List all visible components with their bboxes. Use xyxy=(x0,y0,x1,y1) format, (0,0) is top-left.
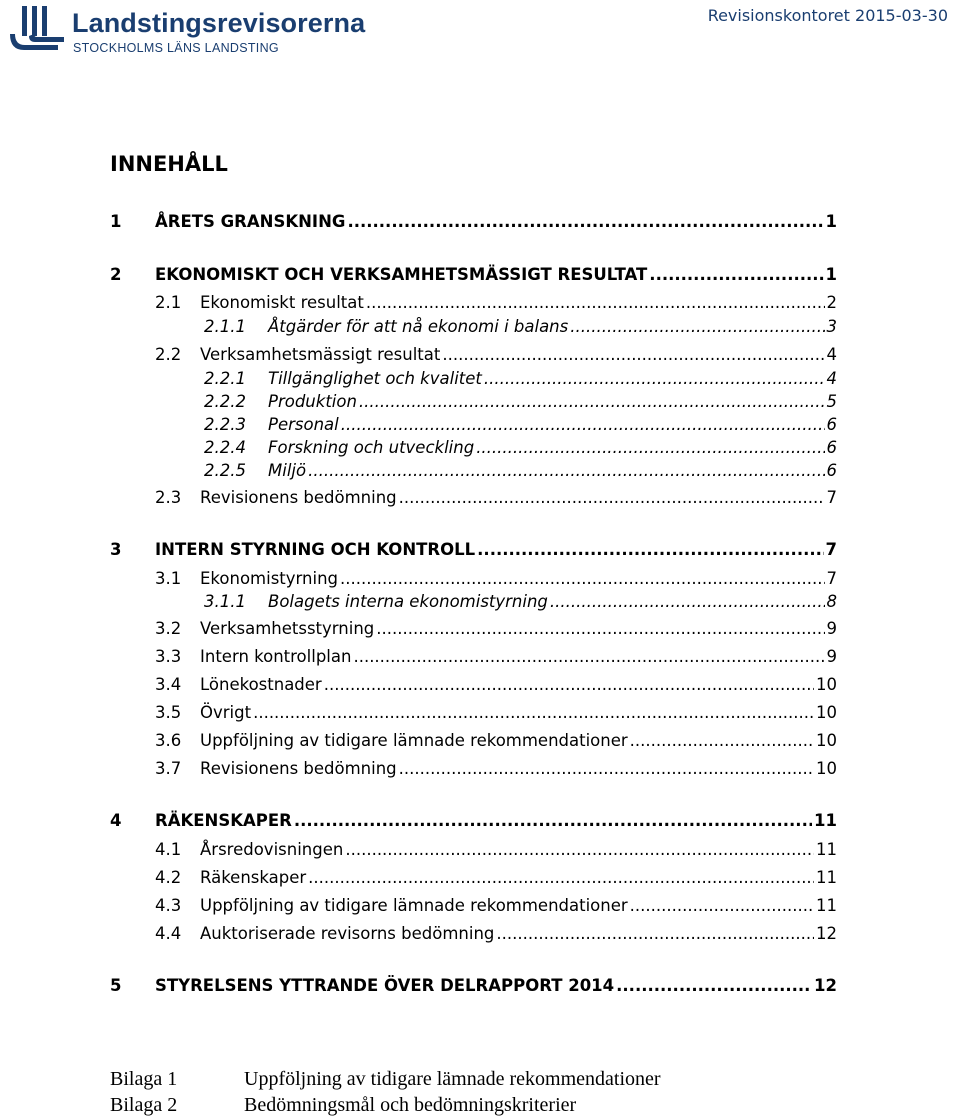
toc-entry-number: 3.5 xyxy=(155,703,182,722)
toc-entry-page: 11 xyxy=(816,840,837,859)
toc-entry-title: STYRELSENS YTTRANDE ÖVER DELRAPPORT 2014 xyxy=(155,976,615,995)
toc-entry-number: 4.4 xyxy=(155,924,182,943)
toc-leader xyxy=(399,487,825,509)
toc-leader xyxy=(376,618,824,640)
toc-leader xyxy=(341,414,825,436)
toc-entry[interactable] xyxy=(155,616,837,640)
toc-leader xyxy=(359,391,825,413)
toc-entry-number: 3 xyxy=(110,540,122,559)
toc-leader xyxy=(345,839,814,861)
logo-mark-icon xyxy=(8,4,70,56)
toc-entry-title: Forskning och utveckling xyxy=(268,438,475,457)
toc-entry-page: 6 xyxy=(826,438,837,457)
toc-entry-number: 2.2.2 xyxy=(204,392,246,411)
toc-entry-number: 4.2 xyxy=(155,868,182,887)
toc-leader xyxy=(294,810,812,832)
toc-entry-title: Miljö xyxy=(268,461,307,480)
toc-leader xyxy=(630,730,814,752)
toc-entry-title: Räkenskaper xyxy=(200,868,307,887)
appendix-entry xyxy=(110,1068,661,1091)
toc-leader xyxy=(476,437,824,459)
toc-entry-page: 8 xyxy=(826,592,837,611)
toc-leader xyxy=(353,646,824,668)
toc-entry[interactable] xyxy=(204,412,837,436)
toc-entry[interactable] xyxy=(204,435,837,459)
toc-entry[interactable] xyxy=(204,314,837,338)
toc-entry-title: ÅRETS GRANSKNING xyxy=(155,212,346,231)
toc-entry-page: 11 xyxy=(816,896,837,915)
toc-leader xyxy=(324,674,814,696)
toc-leader xyxy=(649,264,823,286)
toc-leader xyxy=(308,460,824,482)
toc-entry-title: Ekonomistyrning xyxy=(200,569,338,588)
toc-entry[interactable] xyxy=(155,566,837,590)
toc-leader xyxy=(630,895,814,917)
toc-entry[interactable] xyxy=(204,458,837,482)
appendix-entry xyxy=(110,1094,576,1117)
logo xyxy=(8,4,368,56)
toc-entry-number: 2.2 xyxy=(155,345,182,364)
toc-entry-page: 10 xyxy=(816,675,837,694)
toc-entry[interactable] xyxy=(110,262,837,286)
toc-entry-number: 3.3 xyxy=(155,647,182,666)
header-office-date: Revisionskontoret 2015-03-30 xyxy=(707,6,948,25)
toc-entry-page: 12 xyxy=(814,976,837,995)
toc-entry-page: 7 xyxy=(826,488,837,507)
toc-entry[interactable] xyxy=(155,728,837,752)
toc-entry[interactable] xyxy=(155,865,837,889)
toc-entry-page: 11 xyxy=(814,811,837,830)
appendix-label: Bilaga 1 xyxy=(110,1068,178,1090)
toc-entry[interactable] xyxy=(155,756,837,780)
toc-leader xyxy=(442,344,824,366)
toc-leader xyxy=(308,867,814,889)
toc-entry[interactable] xyxy=(204,389,837,413)
toc-entry-page: 10 xyxy=(816,731,837,750)
toc-entry[interactable] xyxy=(204,589,837,613)
toc-entry-title: Intern kontrollplan xyxy=(200,647,352,666)
toc-entry-page: 5 xyxy=(826,392,837,411)
toc-leader xyxy=(484,368,825,390)
toc-entry-title: Revisionens bedömning xyxy=(200,488,397,507)
toc-entry-number: 2 xyxy=(110,265,122,284)
toc-entry-number: 2.2.1 xyxy=(204,369,246,388)
toc-entry-number: 4.3 xyxy=(155,896,182,915)
toc-entry-number: 5 xyxy=(110,976,122,995)
toc-entry-page: 7 xyxy=(826,569,837,588)
toc-leader xyxy=(253,702,814,724)
toc-entry-title: Lönekostnader xyxy=(200,675,322,694)
logo-name: Landstingsrevisorerna xyxy=(72,8,366,38)
toc-entry[interactable] xyxy=(155,672,837,696)
toc-entry-number: 2.2.5 xyxy=(204,461,246,480)
toc-entry-title: Övrigt xyxy=(200,703,252,722)
toc-entry-number: 1 xyxy=(110,212,122,231)
toc-entry-title: Produktion xyxy=(268,392,357,411)
appendix-label: Bilaga 2 xyxy=(110,1094,178,1116)
toc-entry-page: 4 xyxy=(826,369,837,388)
toc-leader xyxy=(570,316,824,338)
toc-leader xyxy=(399,758,814,780)
toc-entry[interactable] xyxy=(155,485,837,509)
logo-subtitle: STOCKHOLMS LÄNS LANDSTING xyxy=(73,41,279,55)
toc-entry-page: 10 xyxy=(816,759,837,778)
toc-leader xyxy=(496,923,814,945)
appendix-title: Bedömningsmål och bedömningskriterier xyxy=(244,1094,577,1116)
toc-entry[interactable] xyxy=(155,342,837,366)
toc-entry-title: Verksamhetsmässigt resultat xyxy=(200,345,441,364)
toc-leader xyxy=(347,211,823,233)
toc-title: INNEHÅLL xyxy=(110,152,228,176)
toc-entry-number: 3.7 xyxy=(155,759,182,778)
toc-entry-number: 4 xyxy=(110,811,122,830)
toc-leader xyxy=(550,591,825,613)
toc-entry-number: 3.1 xyxy=(155,569,182,588)
toc-entry-title: Ekonomiskt resultat xyxy=(200,293,364,312)
toc-entry[interactable] xyxy=(155,921,837,945)
toc-entry-title: Verksamhetsstyrning xyxy=(200,619,375,638)
toc-leader xyxy=(616,975,812,997)
toc-entry-page: 7 xyxy=(825,540,837,559)
toc-entry-title: Revisionens bedömning xyxy=(200,759,397,778)
toc-entry-page: 9 xyxy=(826,647,837,666)
toc-entry-number: 3.2 xyxy=(155,619,182,638)
toc-entry-page: 6 xyxy=(826,461,837,480)
toc-entry-page: 6 xyxy=(826,415,837,434)
toc-entry-page: 10 xyxy=(816,703,837,722)
toc-entry[interactable] xyxy=(155,644,837,668)
toc-entry-number: 3.1.1 xyxy=(204,592,246,611)
toc-entry-number: 2.2.4 xyxy=(204,438,246,457)
toc-entry-page: 3 xyxy=(826,317,837,336)
toc-entry[interactable] xyxy=(155,893,837,917)
toc-entry-title: Bolagets interna ekonomistyrning xyxy=(268,592,548,611)
toc-entry-title: Tillgänglighet och kvalitet xyxy=(268,369,482,388)
toc-entry[interactable] xyxy=(110,973,837,997)
toc-entry-number: 3.4 xyxy=(155,675,182,694)
toc-entry-title: Auktoriserade revisorns bedömning xyxy=(200,924,495,943)
toc-leader xyxy=(340,568,825,590)
toc-entry-title: Uppföljning av tidigare lämnade rekommendationer xyxy=(200,896,628,915)
toc-entry[interactable] xyxy=(110,537,837,561)
toc-leader xyxy=(366,292,825,314)
toc-entry-page: 12 xyxy=(816,924,837,943)
toc-entry-number: 2.3 xyxy=(155,488,182,507)
toc-entry-page: 4 xyxy=(826,345,837,364)
toc-entry-number: 2.2.3 xyxy=(204,415,246,434)
toc-entry-number: 2.1 xyxy=(155,293,182,312)
toc-leader xyxy=(477,539,823,561)
toc-entry-title: Uppföljning av tidigare lämnade rekommendationer xyxy=(200,731,628,750)
toc-entry[interactable] xyxy=(110,209,837,233)
toc-entry-number: 3.6 xyxy=(155,731,182,750)
toc-entry-number: 4.1 xyxy=(155,840,182,859)
toc-entry[interactable] xyxy=(155,837,837,861)
toc-entry-number: 2.1.1 xyxy=(204,317,246,336)
toc-entry-title: INTERN STYRNING OCH KONTROLL xyxy=(155,540,476,559)
toc-entry-title: Årsredovisningen xyxy=(200,840,344,859)
toc-entry-page: 2 xyxy=(826,293,837,312)
toc-entry[interactable] xyxy=(110,808,837,832)
appendix-title: Uppföljning av tidigare lämnade rekommendationer xyxy=(244,1068,661,1090)
toc-entry-page: 11 xyxy=(816,868,837,887)
toc-entry[interactable] xyxy=(155,290,837,314)
toc-entry-title: RÄKENSKAPER xyxy=(155,811,292,830)
toc-entry-page: 9 xyxy=(826,619,837,638)
toc-entry-page: 1 xyxy=(825,265,837,284)
toc-entry-title: Åtgärder för att nå ekonomi i balans xyxy=(268,317,569,336)
toc-entry-page: 1 xyxy=(825,212,837,231)
toc-entry[interactable] xyxy=(204,366,837,390)
toc-entry-title: Personal xyxy=(268,415,339,434)
toc-entry-title: EKONOMISKT OCH VERKSAMHETSMÄSSIGT RESULTAT xyxy=(155,265,648,284)
toc-entry[interactable] xyxy=(155,700,837,724)
